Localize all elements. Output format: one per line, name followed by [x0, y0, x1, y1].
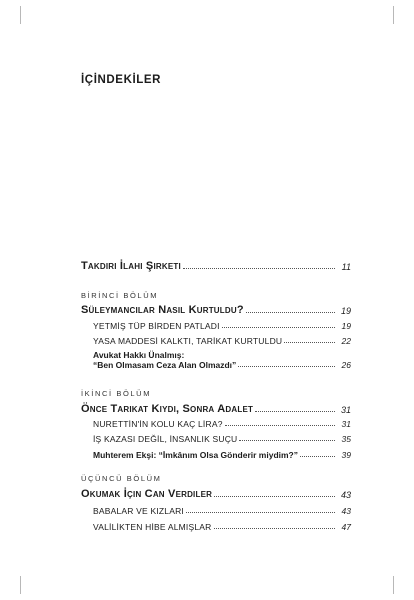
entry-title: NURETTİN'İN KOLU KAÇ LİRA? — [93, 419, 223, 429]
toc-item — [93, 350, 351, 370]
crop-mark — [393, 6, 394, 24]
toc-item — [93, 434, 351, 444]
toc-item — [93, 506, 351, 516]
dot-leader — [255, 411, 335, 412]
dot-leader — [186, 512, 335, 513]
page-number: 35 — [341, 434, 351, 444]
dot-leader — [246, 312, 335, 313]
toc-item — [93, 336, 351, 346]
page-number: 43 — [340, 490, 351, 500]
entry-title-line2: “Ben Olmasam Ceza Alan Olmazdı” — [93, 360, 237, 370]
page-number: 43 — [341, 506, 351, 516]
crop-mark — [393, 576, 394, 594]
section-label-3: ÜÇÜNCÜ BÖLÜM — [81, 474, 162, 483]
toc-item — [93, 321, 351, 331]
page-number: 19 — [340, 306, 351, 316]
entry-title: Takdiri İlahi Şirketi — [81, 260, 181, 272]
dot-leader — [183, 268, 335, 269]
toc-item — [93, 522, 351, 532]
toc-item — [93, 450, 351, 460]
toc-item — [93, 419, 351, 429]
entry-title: BABALAR VE KIZLARI — [93, 506, 184, 516]
dot-leader — [300, 456, 335, 457]
entry-title: İŞ KAZASI DEĞİL, İNSANLIK SUÇU — [93, 434, 238, 444]
dot-leader — [238, 366, 335, 367]
toc-title: İÇİNDEKİLER — [81, 74, 162, 86]
page-number: 19 — [341, 321, 351, 331]
crop-mark — [20, 6, 21, 24]
dot-leader — [222, 327, 335, 328]
entry-title: Süleymancılar Nasıl Kurtuldu? — [81, 304, 244, 316]
section-label-2: İKİNCİ BÖLÜM — [81, 389, 152, 398]
dot-leader — [284, 342, 335, 343]
toc-entry-intro — [81, 260, 351, 272]
page-number: 47 — [341, 522, 351, 532]
page-number: 26 — [341, 360, 351, 370]
toc-part-3 — [81, 488, 351, 500]
page-number: 11 — [341, 262, 351, 272]
toc-part-2 — [81, 403, 351, 415]
toc-part-1 — [81, 304, 351, 316]
entry-title-line1: Avukat Hakkı Ünalmış: — [93, 350, 185, 360]
entry-title: Önce Tarikat Kıydı, Sonra Adalet — [81, 403, 254, 415]
section-label-1: BİRİNCİ BÖLÜM — [81, 291, 159, 300]
entry-title: VALİLİKTEN HİBE ALMIŞLAR — [93, 522, 212, 532]
page-number: 22 — [341, 336, 351, 346]
dot-leader — [239, 440, 335, 441]
dot-leader — [214, 496, 335, 497]
crop-mark — [20, 576, 21, 594]
entry-title: YASA MADDESİ KALKTI, TARİKAT KURTULDU — [93, 336, 283, 346]
entry-title: YETMİŞ TÜP BİRDEN PATLADI — [93, 321, 220, 331]
entry-title: Okumak İçin Can Verdiler — [81, 488, 213, 500]
entry-title: Muhterem Ekşi: “İmkânım Olsa Gönderir miydim?” — [93, 450, 298, 460]
page-number: 39 — [341, 450, 351, 460]
dot-leader — [225, 425, 335, 426]
page-number: 31 — [341, 419, 351, 429]
dot-leader — [214, 528, 336, 529]
page-number: 31 — [340, 405, 351, 415]
